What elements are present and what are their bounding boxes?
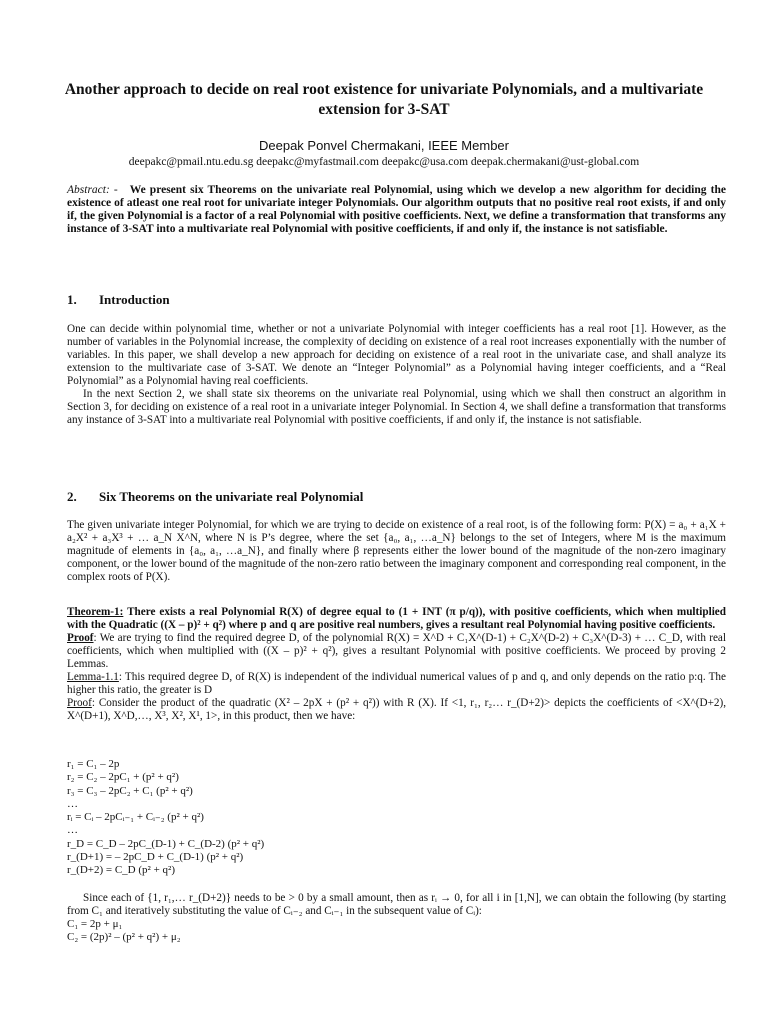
lemma-1-1-label: Lemma-1.1 xyxy=(67,671,119,683)
proof-1-text: : We are trying to find the required degree D, of the polynomial R(X) = X^D + C₁X^(D-1) + C₂X^(D-2) + C₃X^(D-3) + … C_D, with real coefficients, which when multiplied with ((X – p)² + q²), gives a resultant Polynomial with positive coefficients. We proceed by proving 2 Lemmas. xyxy=(67,632,726,670)
author-emails: deepakc@pmail.ntu.edu.sg deepakc@myfastmail.com deepakc@usa.com deepak.chermakani@ust-global.com xyxy=(128,156,640,168)
equation-list xyxy=(67,758,726,878)
section-2-heading xyxy=(67,489,363,505)
equation-line: rᵢ = Cᵢ – 2pCᵢ₋₁ + Cᵢ₋₂ (p² + q²) xyxy=(67,811,204,824)
section-2-intro-text: The given univariate integer Polynomial, for which we are trying to decide on existence of a real root, is of the following form: P(X) = a₀ + a₁X + a₂X² + a₃X³ + … a_N X^N, where N is P’s degree, where the set {a₀, a₁, …a_N} belongs to the set of Integers, where M is the maximum magnitude of elements in {a₀, a₁, …a_N}, and finally where β represents either the lower bound of the magnitude of the non-zero imaginary component, or the lower bound of the magnitude of the non-zero ratio between the imaginary component and corresponding real component, in the complex roots of P(X). xyxy=(67,519,727,583)
since-text: Since each of {1, r₁,… r_(D+2)} needs to be > 0 by a small amount, then as rᵢ → 0, for all i in [1,N], we can obtain the following (by starting from C₁ and iteratively substituting the value of Cᵢ₋₂ and Cᵢ₋₁ in the subsequent value of Cᵢ): xyxy=(67,892,726,917)
equation-line: r₁ = C₁ – 2p xyxy=(67,758,120,770)
equation-line: … xyxy=(67,824,78,837)
theorem-1-label: Theorem-1: xyxy=(67,606,124,618)
section-2-number: 2. xyxy=(67,489,77,504)
intro-paragraph-2: In the next Section 2, we shall state six theorems on the univariate real Polynomial, using which we shall then construct an algorithm in Section 3, for deciding on existence of a real root in a univariate integer Polynomial. In Section 4, we shall define a transformation that transforms any instance of 3-SAT into a multivariate real Polynomial with positive coefficients, if and only if, the instance is not satisfiable. xyxy=(67,388,726,426)
lemma-1-1 xyxy=(67,671,726,697)
c-equation-line: C₁ = 2p + μ₁ xyxy=(67,918,123,930)
theorem-1-text: There exists a real Polynomial R(X) of degree equal to (1 + INT (π p/q)), with positive coefficients, which when multiplied with the Quadratic ((X – p)² + q²) where p and q are positive real numbers, gives a resultant real Polynomial having positive coefficients. xyxy=(67,606,726,631)
proof-2-text: : Consider the product of the quadratic (X² – 2pX + (p² + q²)) with R (X). If <1, r₁, r₂… r_(D+2)> depicts the coefficients of <X^(D+2), X^(D+1), X^D,…, X³, X², X¹, 1>, in this product, then we have: xyxy=(67,697,726,722)
c-equation-line: C₂ = (2p)² – (p² + q²) + μ₂ xyxy=(67,931,181,944)
author-line: Deepak Ponvel Chermakani, IEEE Member xyxy=(258,138,509,153)
section-1-title: Introduction xyxy=(99,292,170,307)
equation-line: r_(D+2) = C_D (p² + q²) xyxy=(67,864,175,877)
abstract-label: Abstract: - xyxy=(67,184,118,196)
abstract-text: We present six Theorems on the univariate real Polynomial, using which we develop a new algorithm for deciding the existence of atleast one real root for univariate integer Polynomials. Our algorithm outputs that no positive real root exists, if and only if, the given Polynomial is a factor of a real Polynomial with positive coefficients. Next, we define a transformation that transforms any instance of 3-SAT into a multivariate real Polynomial with positive coefficients, if and only if, the instance is not satisfiable. xyxy=(67,184,726,235)
section-2-title: Six Theorems on the univariate real Polynomial xyxy=(99,489,364,504)
equation-line: r₃ = C₃ – 2pC₂ + C₁ (p² + q²) xyxy=(67,784,193,797)
px-formula: P(X) = a₀ + a₁X + a₂X² + a₃X³ + … a_N X^N xyxy=(67,519,726,544)
paper-title: Another approach to decide on real root existence for univariate Polynomials, and a multivariate extension for 3-SAT xyxy=(64,81,704,118)
abstract xyxy=(67,184,726,236)
intro-paragraph-1: One can decide within polynomial time, whether or not a univariate Polynomial with integer coefficients has a real root [1]. However, as the number of variables in the Polynomial increase, the complexity of deciding on existence of a real root increases exponentially with the number of variables. In this paper, we shall develop a new approach for deciding on existence of a real root in the univariate case, and shall analyze its extension to the multivariate case of 3-SAT. We denote an “Integer Polynomial” as a Polynomial having integer coefficients, and a “Real Polynomial” as a Polynomial having real coefficients. xyxy=(67,323,726,387)
equation-line: r_D = C_D – 2pC_(D-1) + C_(D-2) (p² + q²) xyxy=(67,837,265,850)
equation-line: r_(D+1) = – 2pC_D + C_(D-1) (p² + q²) xyxy=(67,851,244,864)
proof-2 xyxy=(67,697,726,723)
proof-2-label: Proof xyxy=(67,697,92,709)
equation-line: r₂ = C₂ – 2pC₁ + (p² + q²) xyxy=(67,771,179,784)
section-2-intro xyxy=(67,519,726,584)
theorem-1 xyxy=(67,606,726,632)
equation-line: … xyxy=(67,797,78,810)
section-1-heading xyxy=(67,292,170,308)
lemma-1-1-text: : This required degree D, of R(X) is independent of the individual numerical values of p and q, and only depends on the ratio p:q. The higher this ratio, the greater is D xyxy=(67,671,726,696)
section-1-body xyxy=(67,323,726,427)
proof-1 xyxy=(67,632,726,671)
theorem-1-block xyxy=(67,606,726,723)
since-paragraph xyxy=(67,892,726,945)
section-1-number: 1. xyxy=(67,292,77,307)
proof-1-label: Proof xyxy=(67,632,94,644)
